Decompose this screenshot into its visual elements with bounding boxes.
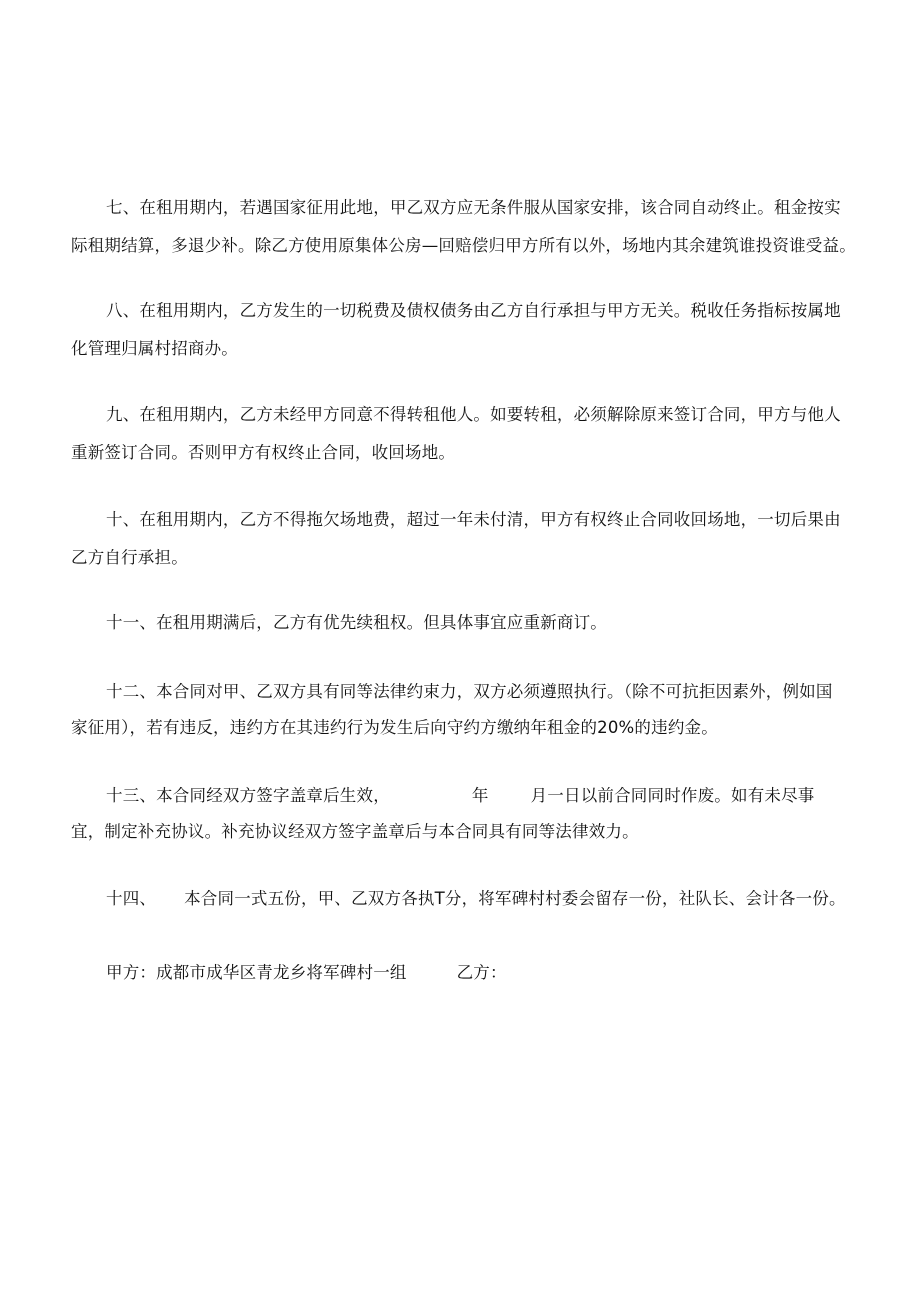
clause-12-line-2: 家征用），若有违反，违约方在其违约行为发生后向守约方缴纳年租金的20%的违约金。 <box>71 718 718 737</box>
clause-10-line-1: 十、在租用期内，乙方不得拖欠场地费，超过一年未付清，甲方有权终止合同收回场地，一切后果由 <box>106 510 841 529</box>
clause-8-line-1: 八、在租用期内，乙方发生的一切税费及债权债务由乙方自行承担与甲方无关。税收任务指标按属地 <box>106 301 841 320</box>
clause-14-text: 本合同一式五份，甲、乙双方各执T分，将军碑村村委会留存一份，社队长、会计各一份。 <box>184 889 846 908</box>
clause-14-line-1 <box>106 887 846 911</box>
clause-7-line-2: 际租期结算，多退少补。除乙方使用原集体公房—回赔偿归甲方所有以外，场地内其余建筑谁投资谁受益。 <box>71 236 856 255</box>
clause-13-line-1 <box>106 784 815 808</box>
clause-13-part-1: 十三、本合同经双方签字盖章后生效， <box>106 786 390 805</box>
clause-11-line-1: 十一、在租用期满后，乙方有优先续租权。但具体事宜应重新商订。 <box>106 613 607 632</box>
clause-7-line-1: 七、在租用期内，若遇国家征用此地，甲乙双方应无条件服从国家安排，该合同自动终止。租金按实 <box>106 198 841 217</box>
signature-line <box>106 961 507 985</box>
clause-10-line-2: 乙方自行承担。 <box>71 548 188 567</box>
party-a-label: 甲方：成都市成华区青龙乡将军碑村一组 <box>106 963 407 982</box>
clause-13-year-label: 年 <box>471 786 489 805</box>
clause-14-number: 十四、 <box>106 889 157 908</box>
clause-12-line-1: 十二、本合同对甲、乙双方具有同等法律约束力，双方必须遵照执行。（除不可抗拒因素外，例如国 <box>106 682 833 701</box>
party-b-label: 乙方： <box>456 963 507 982</box>
clause-9-line-2: 重新签订合同。否则甲方有权终止合同，收回场地。 <box>71 443 456 462</box>
clause-8-line-2: 化管理归属村招商办。 <box>71 339 238 358</box>
clause-13-part-3: 月一日以前合同同时作废。如有未尽事 <box>530 786 815 805</box>
clause-13-line-2: 宜，制定补充协议。补充协议经双方签字盖章后与本合同具有同等法律效力。 <box>71 822 639 841</box>
clause-9-line-1: 九、在租用期内，乙方未经甲方同意不得转租他人。如要转租，必须解除原来签订合同，甲方与他人 <box>106 405 841 424</box>
